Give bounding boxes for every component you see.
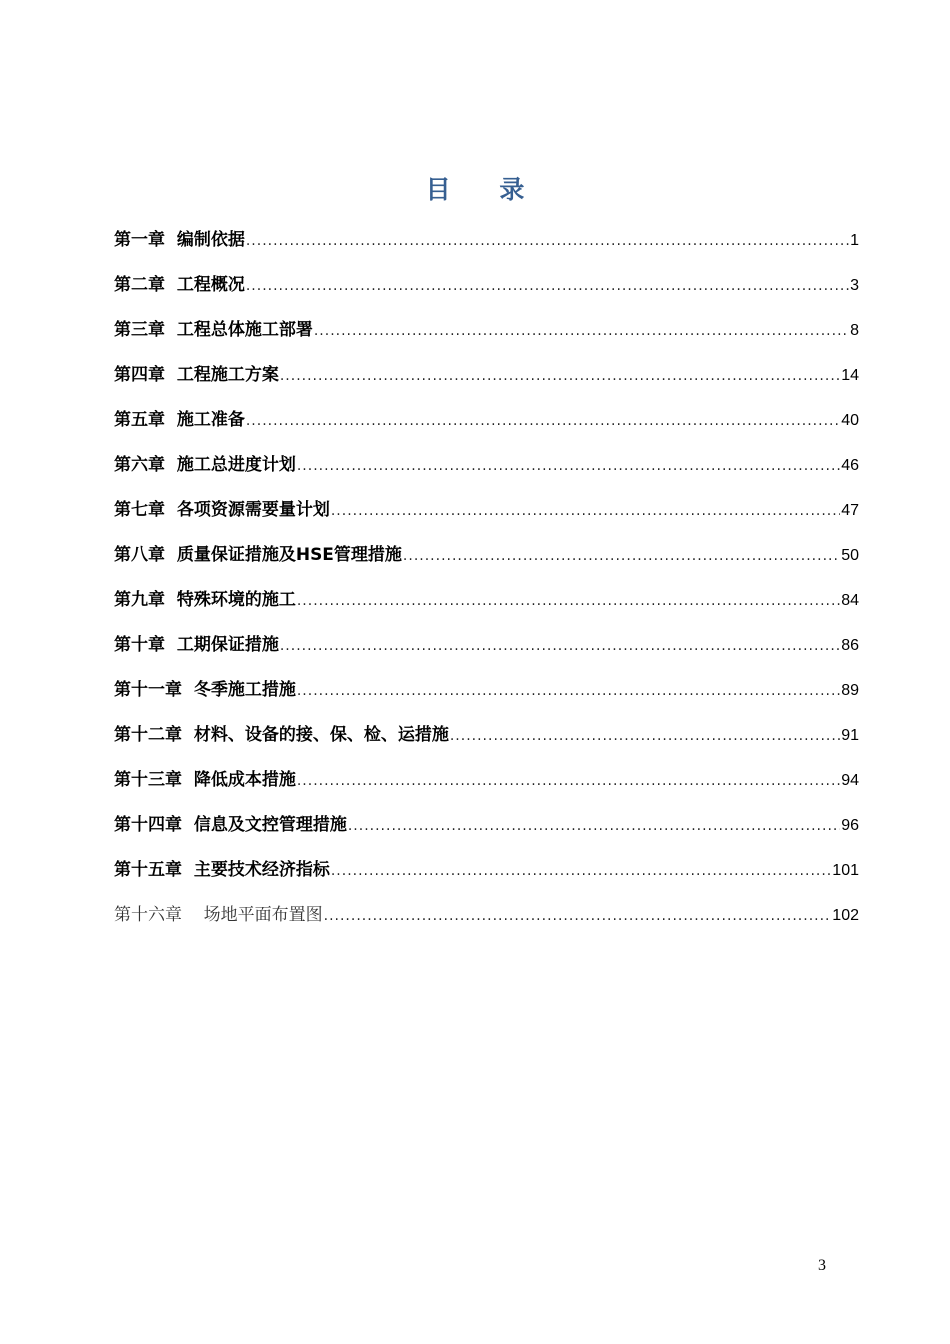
toc-entry[interactable] xyxy=(114,629,859,674)
toc-dot-leader xyxy=(348,810,840,842)
toc-entry[interactable] xyxy=(114,584,859,629)
toc-dot-leader xyxy=(324,900,832,932)
toc-entry-label: 第十三章 降低成本措施 xyxy=(114,770,296,790)
toc-entry-page: 3 xyxy=(850,277,859,294)
toc-dot-leader xyxy=(331,495,840,527)
toc-entry-label: 第六章 施工总进度计划 xyxy=(114,455,296,475)
toc-entry-page: 1 xyxy=(850,232,859,249)
toc-entry[interactable] xyxy=(114,224,859,269)
toc-entry-page: 101 xyxy=(832,862,859,879)
toc-entry-page: 84 xyxy=(841,592,859,609)
toc-dot-leader xyxy=(246,270,849,302)
toc-entry[interactable] xyxy=(114,494,859,539)
toc-dot-leader xyxy=(403,540,840,572)
toc-entry[interactable] xyxy=(114,404,859,449)
toc-dot-leader xyxy=(246,225,849,257)
toc-entry-page: 89 xyxy=(841,682,859,699)
toc-entry-page: 102 xyxy=(832,907,859,924)
toc-dot-leader xyxy=(280,630,840,662)
toc-entry-page: 96 xyxy=(841,817,859,834)
toc-entry[interactable] xyxy=(114,674,859,719)
toc-entry-page: 40 xyxy=(841,412,859,429)
toc-dot-leader xyxy=(314,315,849,347)
toc-entry-page: 46 xyxy=(841,457,859,474)
toc-entry-page: 50 xyxy=(841,547,859,564)
toc-entry[interactable] xyxy=(114,449,859,494)
toc-entry[interactable] xyxy=(114,314,859,359)
toc-entry-label: 第十一章 冬季施工措施 xyxy=(114,680,296,700)
toc-entry-label: 第三章 工程总体施工部署 xyxy=(114,320,313,340)
toc-dot-leader xyxy=(331,855,831,887)
toc-dot-leader xyxy=(246,405,840,437)
toc-dot-leader xyxy=(297,675,840,707)
toc-list xyxy=(114,224,859,944)
toc-dot-leader xyxy=(297,450,840,482)
toc-entry-label: 第七章 各项资源需要量计划 xyxy=(114,500,330,520)
toc-entry-page: 8 xyxy=(850,322,859,339)
toc-entry-label: 第四章 工程施工方案 xyxy=(114,365,279,385)
toc-entry-label: 第十章 工期保证措施 xyxy=(114,635,279,655)
toc-entry-label: 第九章 特殊环境的施工 xyxy=(114,590,296,610)
toc-entry-label: 第一章 编制依据 xyxy=(114,230,245,250)
toc-entry[interactable] xyxy=(114,359,859,404)
page-number: 3 xyxy=(818,1257,826,1274)
toc-entry-page: 47 xyxy=(841,502,859,519)
toc-entry-page: 86 xyxy=(841,637,859,654)
toc-dot-leader xyxy=(297,765,840,797)
toc-dot-leader xyxy=(280,360,840,392)
toc-entry-label: 第十四章 信息及文控管理措施 xyxy=(114,815,347,835)
toc-entry-label: 第二章 工程概况 xyxy=(114,275,245,295)
toc-entry[interactable] xyxy=(114,899,859,944)
toc-entry-label: 第十二章 材料、设备的接、保、检、运措施 xyxy=(114,725,449,745)
toc-dot-leader xyxy=(297,585,840,617)
toc-entry[interactable] xyxy=(114,269,859,314)
toc-dot-leader xyxy=(450,720,840,752)
toc-entry-page: 94 xyxy=(841,772,859,789)
toc-entry[interactable] xyxy=(114,719,859,764)
toc-entry[interactable] xyxy=(114,539,859,584)
toc-entry[interactable] xyxy=(114,764,859,809)
toc-entry-page: 14 xyxy=(841,367,859,384)
toc-entry-label: 第十六章 场地平面布置图 xyxy=(114,905,323,925)
toc-entry[interactable] xyxy=(114,854,859,899)
toc-entry-label: 第十五章 主要技术经济指标 xyxy=(114,860,330,880)
toc-entry[interactable] xyxy=(114,809,859,854)
toc-entry-page: 91 xyxy=(841,727,859,744)
toc-entry-label: 第八章 质量保证措施及HSE管理措施 xyxy=(114,545,402,565)
toc-entry-label: 第五章 施工准备 xyxy=(114,410,245,430)
toc-title: 目 录 xyxy=(425,175,545,204)
